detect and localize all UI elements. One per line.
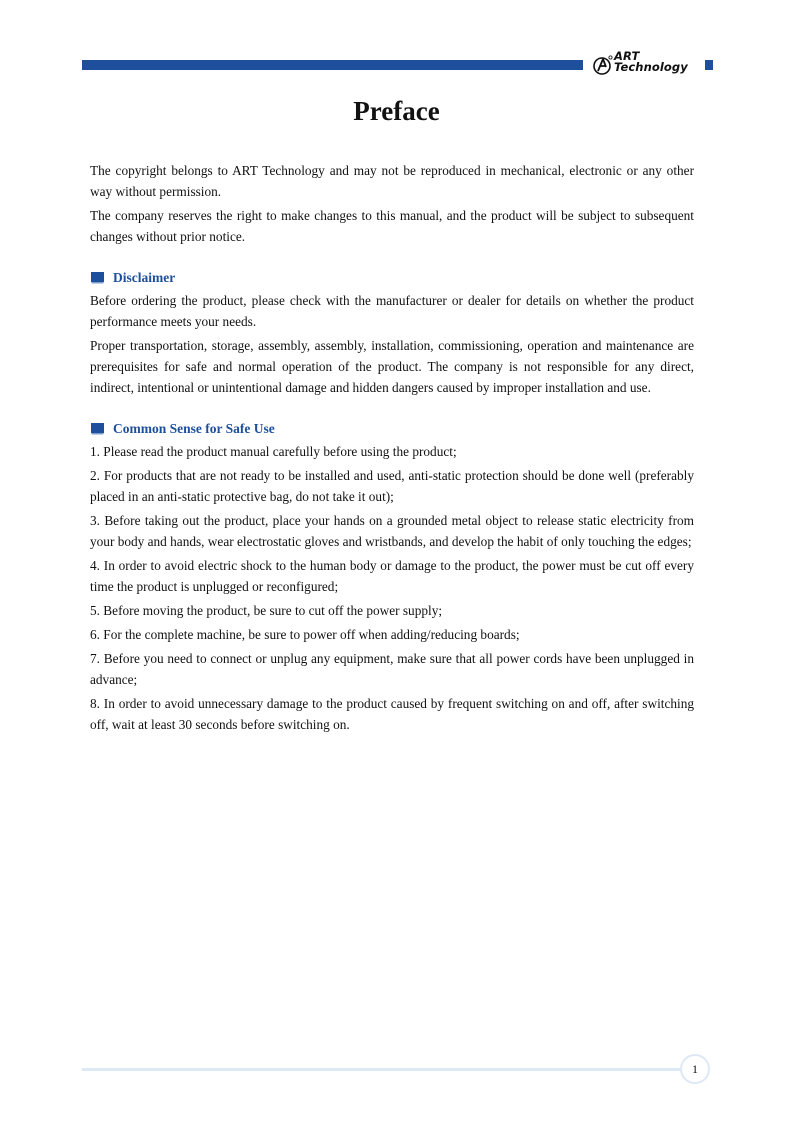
disclaimer-paragraph: Before ordering the product, please check with the manufacturer or dealer for details on whether the product performance meets your needs. [90,293,694,329]
disclaimer-paragraph: Proper transportation, storage, assembly, assembly, installation, commissioning, operation and maintenance are prerequisites for safe and normal operation of the product. The company is not responsible for any direct, indirect, intentional or unintentional damage and hidden dangers caused by improper installation and use. [90,338,694,395]
header-square [705,60,713,70]
logo-wordmark [614,51,688,73]
page-number: 1 [680,1054,710,1084]
disclaimer-heading [90,267,694,289]
safe-use-heading [90,418,694,440]
safe-use-item: 8. In order to avoid unnecessary damage to the product caused by frequent switching on and off, after switching off, wait at least 30 seconds before switching on. [90,696,694,732]
disclaimer-title: Disclaimer [113,270,176,285]
page-header [0,0,793,90]
page-title: Preface [353,96,440,126]
intro-paragraph-changes: The company reserves the right to make changes to this manual, and the product will be subject to subsequent changes without prior notice. [90,208,694,244]
art-technology-logo [592,51,700,77]
page-footer [0,1040,793,1100]
logo-line-technology: Technology [614,60,688,74]
page-content [90,160,694,738]
footer-line [82,1068,682,1071]
safe-use-title: Common Sense for Safe Use [113,421,275,436]
safe-use-item: 1. Please read the product manual carefully before using the product; [90,444,457,459]
safe-use-item: 6. For the complete machine, be sure to power off when adding/reducing boards; [90,627,520,642]
safe-use-item: 4. In order to avoid electric shock to the human body or damage to the product, the power must be cut off every time the product is unplugged or reconfigured; [90,558,694,594]
safe-use-item: 2. For products that are not ready to be installed and used, anti-static protection should be done well (preferably placed in an anti-static protective bag, do not take it out); [90,468,694,504]
safe-use-item: 7. Before you need to connect or unplug any equipment, make sure that all power cords have been unplugged in advance; [90,651,694,687]
art-logo-icon [592,54,614,76]
safe-use-item: 5. Before moving the product, be sure to cut off the power supply; [90,603,443,618]
book-icon [91,272,104,284]
safe-use-item: 3. Before taking out the product, place your hands on a grounded metal object to release static electricity from your body and hands, wear electrostatic gloves and wristbands, and develop the habit of only touching the edges; [90,513,694,549]
book-icon [91,423,104,435]
header-bar [82,60,583,70]
intro-paragraph-copyright: The copyright belongs to ART Technology and may not be reproduced in mechanical, electronic or any other way without permission. [90,163,694,199]
logo-line-art: ART [614,49,640,63]
